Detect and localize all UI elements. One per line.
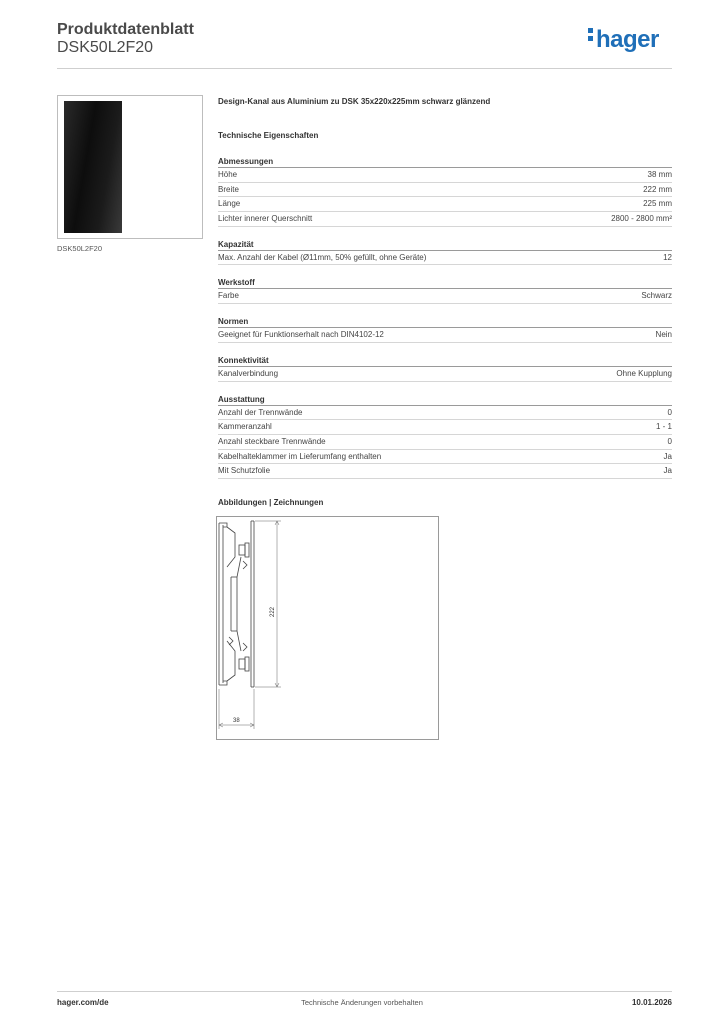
spec-value: Nein bbox=[655, 330, 672, 340]
spec-section-heading: Konnektivität bbox=[218, 352, 672, 367]
spec-section-heading: Werkstoff bbox=[218, 274, 672, 289]
logo-dots-icon bbox=[588, 28, 594, 44]
spec-value: 0 bbox=[667, 436, 672, 446]
spec-section-heading: Normen bbox=[218, 313, 672, 328]
logo-text: hager bbox=[596, 26, 659, 53]
footer-date: 10.01.2026 bbox=[631, 998, 672, 1007]
spec-section-heading: Abmessungen bbox=[218, 153, 672, 168]
product-code: DSK50L2F20 bbox=[57, 39, 154, 56]
footer-divider bbox=[57, 991, 672, 992]
width-dimension-label: 38 bbox=[233, 718, 240, 724]
spec-label: Kanalverbindung bbox=[218, 368, 279, 378]
spec-row bbox=[218, 406, 672, 421]
technical-drawing bbox=[216, 516, 439, 740]
product-image bbox=[57, 95, 203, 239]
spec-label: Höhe bbox=[218, 170, 238, 179]
spec-value: Ohne Kupplung bbox=[616, 368, 672, 378]
spec-row bbox=[218, 251, 672, 266]
spec-value: 12 bbox=[663, 252, 672, 262]
spec-row bbox=[218, 420, 672, 435]
spec-row bbox=[218, 328, 672, 343]
spec-label: Farbe bbox=[218, 291, 239, 301]
spec-value: 225 mm bbox=[643, 199, 672, 209]
page-title: Produktdatenblatt bbox=[57, 21, 194, 38]
spec-row bbox=[218, 464, 672, 479]
height-dimension-label: 222 bbox=[270, 606, 276, 617]
spec-row bbox=[218, 435, 672, 450]
spec-row bbox=[218, 183, 672, 198]
spec-value: Ja bbox=[663, 466, 672, 476]
product-description: Design-Kanal aus Aluminium zu DSK 35x220x225mm schwarz glänzend bbox=[218, 97, 491, 106]
spec-value: 38 mm bbox=[647, 170, 672, 179]
spec-row bbox=[218, 289, 672, 304]
spec-label: Kabelhalteklammer im Lieferumfang enthalten bbox=[218, 451, 382, 461]
spec-label: Mit Schutzfolie bbox=[218, 466, 271, 476]
spec-label: Anzahl steckbare Trennwände bbox=[218, 436, 326, 446]
spec-label: Breite bbox=[218, 184, 239, 194]
spec-row bbox=[218, 450, 672, 465]
header-divider bbox=[57, 68, 672, 69]
product-image-caption: DSK50L2F20 bbox=[57, 244, 103, 253]
tech-properties-heading: Technische Eigenschaften bbox=[218, 131, 319, 140]
spec-value: 0 bbox=[667, 407, 672, 417]
spec-row bbox=[218, 212, 672, 227]
hager-logo bbox=[588, 26, 659, 54]
profile-cross-section bbox=[217, 517, 438, 739]
spec-label: Kammeranzahl bbox=[218, 422, 272, 432]
specs-table bbox=[218, 153, 672, 479]
spec-label: Geeignet für Funktionserhalt nach DIN4102-12 bbox=[218, 330, 384, 340]
spec-value: Ja bbox=[663, 451, 672, 461]
spec-row bbox=[218, 168, 672, 183]
spec-label: Anzahl der Trennwände bbox=[218, 407, 303, 417]
spec-label: Länge bbox=[218, 199, 241, 209]
spec-value: Schwarz bbox=[641, 291, 672, 301]
spec-value: 2800 - 2800 mm² bbox=[611, 214, 672, 224]
spec-row bbox=[218, 197, 672, 212]
drawings-heading: Abbildungen | Zeichnungen bbox=[218, 498, 324, 507]
footer-website-link[interactable]: hager.com/de bbox=[57, 998, 109, 1007]
spec-section-heading: Kapazität bbox=[218, 236, 672, 251]
spec-label: Max. Anzahl der Kabel (Ø11mm, 50% gefüllt, ohne Geräte) bbox=[218, 252, 427, 262]
spec-value: 222 mm bbox=[643, 184, 672, 194]
spec-value: 1 - 1 bbox=[655, 422, 672, 432]
spec-row bbox=[218, 367, 672, 382]
spec-label: Lichter innerer Querschnitt bbox=[218, 214, 313, 224]
footer-disclaimer: Technische Änderungen vorbehalten bbox=[301, 998, 423, 1007]
spec-section-heading: Ausstattung bbox=[218, 391, 672, 406]
